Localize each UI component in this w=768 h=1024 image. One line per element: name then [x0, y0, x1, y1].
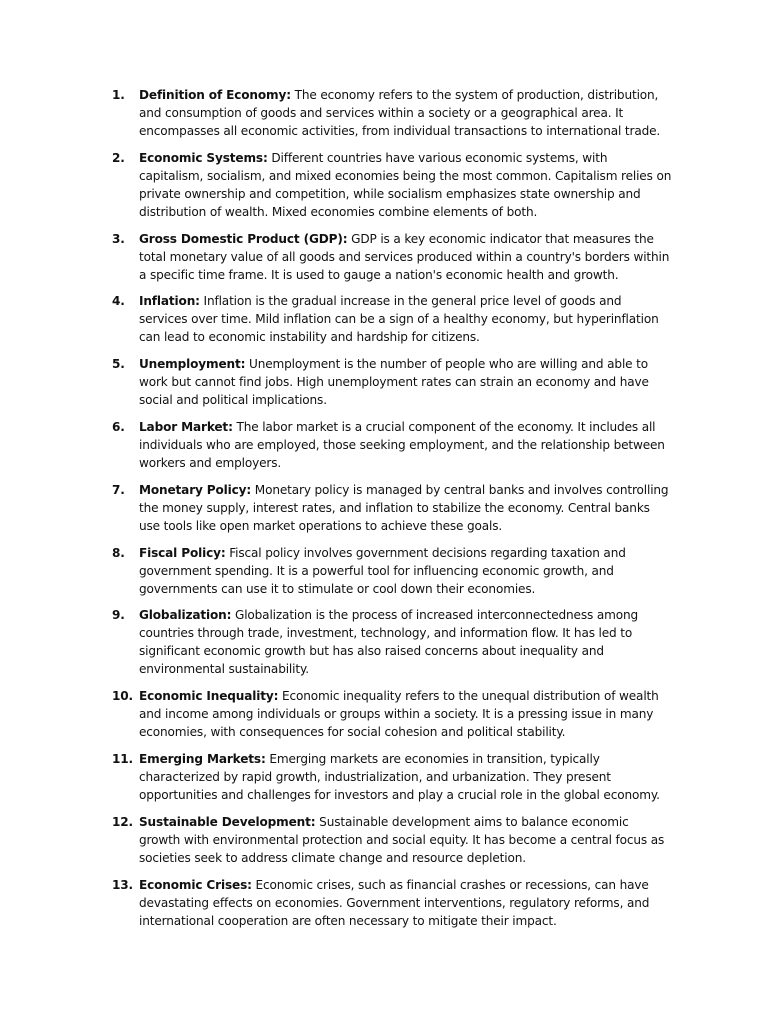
item-number: 2. [112, 150, 125, 165]
list-item [112, 418, 672, 472]
item-number: 6. [112, 419, 125, 434]
item-term: Emerging Markets: [139, 751, 266, 766]
item-text: Globalization is the process of increased interconnectedness among countries through trade, investment, technology, and information flow. It has led to significant economic growth but has also raised concerns about inequality and environmental sustainability. [139, 608, 639, 677]
list-item [112, 876, 672, 930]
item-text: Unemployment is the number of people who are willing and able to work but cannot find jobs. High unemployment rates can strain an economy and have social and political implications. [139, 357, 649, 408]
item-text: The economy refers to the system of production, distribution, and consumption of goods and services within a society or a geographical area. It encompasses all economic activities, from individual transactions to international trade. [139, 88, 661, 138]
item-term: Monetary Policy: [139, 482, 252, 497]
item-number: 9. [112, 608, 125, 623]
item-number: 8. [112, 545, 125, 560]
item-term: Inflation: [139, 294, 200, 309]
item-number: 3. [112, 231, 125, 246]
numbered-list [112, 86, 672, 938]
list-item [112, 544, 672, 598]
item-term: Sustainable Development: [139, 814, 316, 829]
list-item [112, 687, 672, 741]
list-item [112, 292, 672, 346]
item-term: Globalization: [139, 608, 232, 623]
item-term: Gross Domestic Product (GDP): [139, 231, 348, 246]
item-text: Sustainable development aims to balance economic growth with environmental protection and social equity. It has become a central focus as societies seek to address climate change and resource depletion. [139, 814, 665, 865]
item-number: 7. [112, 482, 125, 497]
item-text: Economic crises, such as financial crashes or recessions, can have devastating effects on economies. Government interventions, regulatory reforms, and international cooperation are often necessary to mitigate their impact. [139, 877, 650, 928]
list-item [112, 149, 672, 221]
item-term: Labor Market: [139, 419, 233, 434]
item-text: Inflation is the gradual increase in the general price level of goods and services over time. Mild inflation can be a sign of a healthy economy, but hyperinflation can lead to economic instability and hardship for citizens. [139, 294, 659, 345]
item-term: Unemployment: [139, 357, 246, 372]
item-term: Economic Systems: [139, 150, 268, 165]
item-number: 4. [112, 294, 125, 309]
list-item [112, 355, 672, 409]
list-item [112, 86, 672, 140]
item-text: Economic inequality refers to the unequal distribution of wealth and income among individuals or groups within a society. It is a pressing issue in many economies, with consequences for social cohesion and political stability. [139, 689, 659, 740]
item-number: 5. [112, 357, 125, 372]
item-text: Fiscal policy involves government decisions regarding taxation and government spending. It is a powerful tool for influencing economic growth, and governments can use it to stimulate or cool down their economies. [139, 545, 626, 596]
item-text: GDP is a key economic indicator that measures the total monetary value of all goods and services produced within a country's borders within a specific time frame. It is used to gauge a nation's economic health and growth. [139, 231, 670, 282]
item-number: 13. [112, 877, 133, 892]
list-item [112, 481, 672, 535]
list-item [112, 813, 672, 867]
list-item [112, 750, 672, 804]
list-item [112, 606, 672, 678]
item-number: 10. [112, 689, 133, 704]
list-item [112, 230, 672, 284]
item-number: 11. [112, 751, 133, 766]
item-term: Definition of Economy: [139, 88, 291, 102]
item-text: Monetary policy is managed by central banks and involves controlling the money supply, interest rates, and inflation to stabilize the economy. Central banks use tools like open market operations to achieve these goals. [139, 482, 669, 533]
item-number: 12. [112, 814, 133, 829]
item-number: 1. [112, 88, 125, 102]
item-text: Emerging markets are economies in transition, typically characterized by rapid growth, industrialization, and urbanization. They present opportunities and challenges for investors and play a crucial role in the global economy. [139, 751, 660, 802]
item-text: The labor market is a crucial component of the economy. It includes all individuals who are employed, those seeking employment, and the relationship between workers and employers. [139, 419, 665, 470]
item-term: Economic Crises: [139, 877, 252, 892]
item-text: Different countries have various economic systems, with capitalism, socialism, and mixed economies being the most common. Capitalism relies on private ownership and competition, while socialism emphasizes state ownership and distribution of wealth. Mixed economies combine elements of both. [139, 150, 672, 219]
item-term: Fiscal Policy: [139, 545, 226, 560]
item-term: Economic Inequality: [139, 689, 279, 704]
